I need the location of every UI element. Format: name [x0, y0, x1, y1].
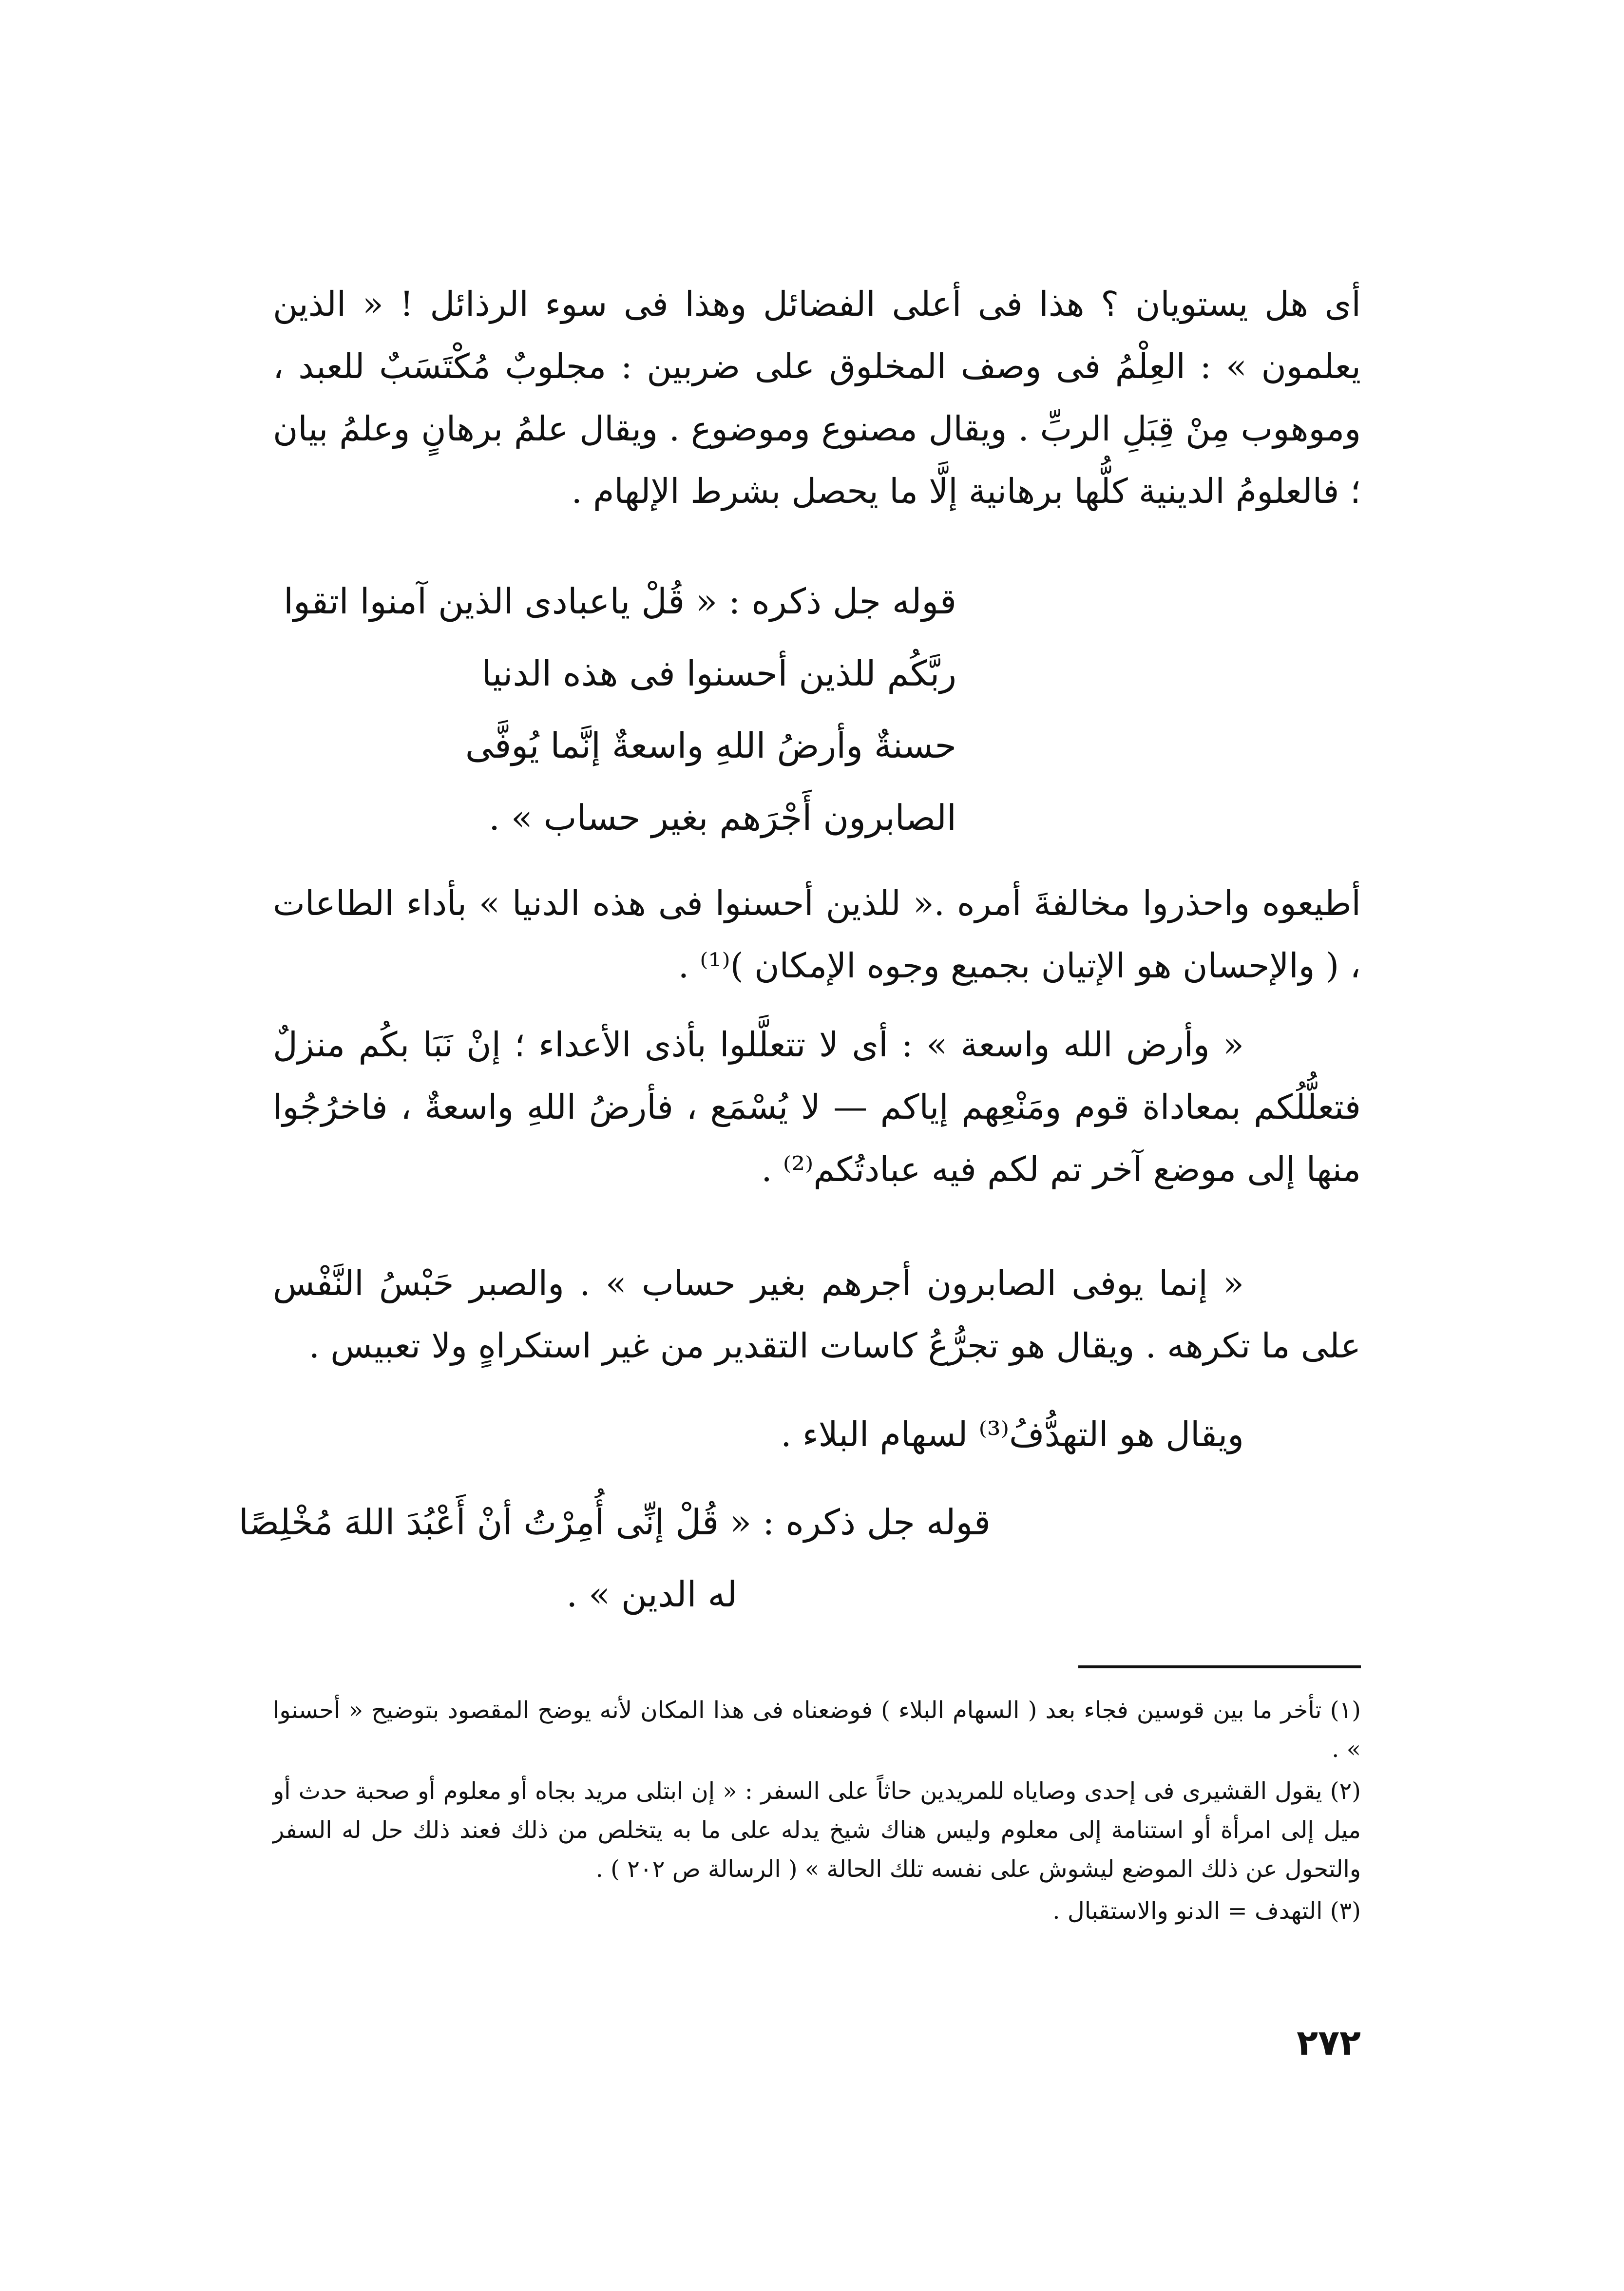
paragraph-patience: « إنما يوفى الصابرون أجرهم بغير حساب » . والصبر حَبْسُ النَّفْس على ما تكرهه . ويقال هو تجرُّعُ كاسات التقدير من غير استكراهٍ ولا تعبيس .	[273, 1263, 1361, 1366]
verse-line: قوله جل ذكره : « قُلْ ياعبادى الذين آمنوا اتقوا	[284, 581, 956, 622]
verse-line: ربَّكُم للذين أحسنوا فى هذه الدنيا	[481, 653, 956, 694]
verse-line: الصابرون أَجْرَهم بغير حساب » .	[489, 797, 956, 838]
paragraph-obey: أطيعوه واحذروا مخالفةَ أمره .« للذين أحسنوا فى هذه الدنيا » بأداء الطاعات ، ( والإحسان هو الإتيان بجميع وجوه الإمكان )⁽¹⁾ .	[273, 883, 1361, 986]
page-number: ٢٧٢	[1297, 2022, 1361, 2063]
verse-line: حسنةٌ وأرضُ اللهِ واسعةٌ إنَّما يُوفَّى	[465, 725, 956, 766]
verse-line: له الدين » .	[566, 1574, 737, 1615]
footnotes	[273, 1691, 1361, 1933]
footnote-2: (٢) يقول القشيرى فى إحدى وصاياه للمريدين حاثاً على السفر : « إن ابتلى مريد بجاه أو معلوم أو صحبة حدث أو ميل إلى امرأة أو استنامة إلى معلوم وليس هناك شيخ يدله على ما به يتخلص من ذلك فعند ذلك حل له السفر والتحول عن ذلك الموضع ليشوش على نفسه تلك الحالة » ( الرسالة ص ٢٠٢ ) .	[273, 1777, 1361, 1883]
footnote-1: (١) تأخر ما بين قوسين فجاء بعد ( السهام البلاء ) فوضعناه فى هذا المكان لأنه يوضح المقصود بتوضيح « أحسنوا » .	[273, 1697, 1361, 1763]
paragraph-earth-is-wide: « وأرض الله واسعة » : أى لا تتعلَّلوا بأذى الأعداء ؛ إنْ نَبَا بكُم منزلٌ فتعلُّلُكم بمعاداة قوم ومَنْعِهم إياكم — لا يُسْمَع ، فأرضُ اللهِ واسعةٌ ، فاخرُجُوا منها إلى موضع آخر تم لكم فيه عبادتُكم⁽²⁾ .	[273, 1025, 1361, 1189]
paragraph-commentary-knowledge: أى هل يستويان ؟ هذا فى أعلى الفضائل وهذا فى سوء الرذائل ! « الذين يعلمون » : العِلْمُ فى وصف المخلوق على ضربين : مجلوبٌ مُكْتَسَبٌ للعبد ، وموهوب مِنْ قِبَلِ الربِّ . ويقال مصنوع وموضوع . ويقال علمُ برهانٍ وعلمُ بيان ؛ فالعلومُ الدينية كلُّها برهانية إلَّا ما يحصل بشرط الإلهام .	[273, 284, 1361, 511]
quran-verse-block-1	[274, 565, 956, 854]
paragraph-target-of-trials: ويقال هو التهدُّفُ⁽³⁾ لسهام البلاء .	[781, 1414, 1244, 1454]
footnote-divider	[1078, 1665, 1361, 1668]
quran-verse-block-2	[238, 1486, 991, 1630]
footnote-3: (٣) التهدف = الدنو والاستقبال .	[1052, 1897, 1361, 1925]
verse-line: قوله جل ذكره : « قُلْ إنِّى أُمِرْتُ أنْ أَعْبُدَ اللهَ مُخْلِصًا	[238, 1502, 991, 1543]
